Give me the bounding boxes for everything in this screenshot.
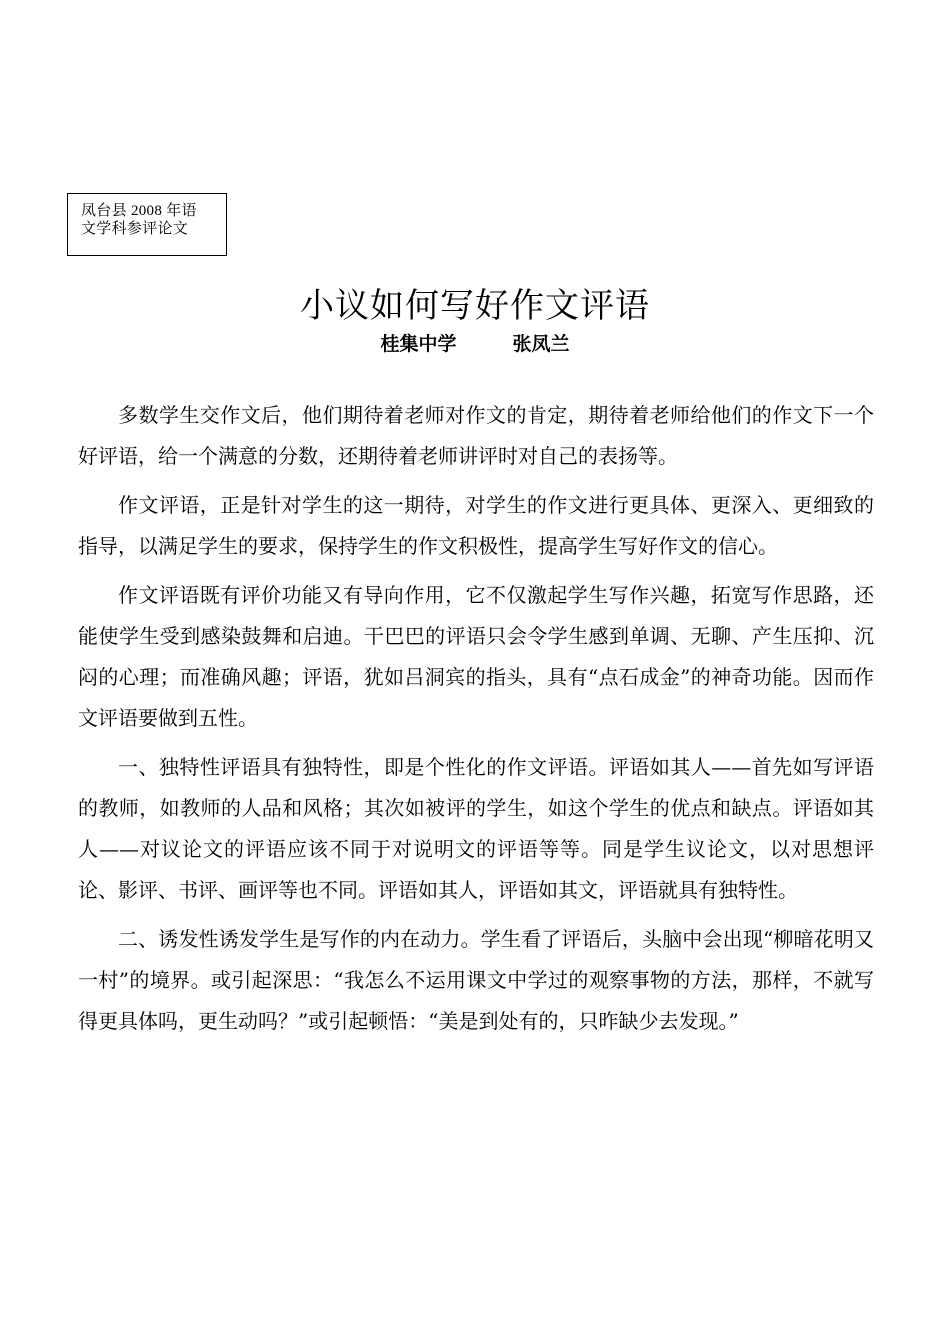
category-label-line-1: 凤台县 2008 年语 [81,203,197,219]
category-label-line-2: 文学科参评论文 [81,221,189,237]
category-label-box [67,193,227,256]
paragraph: 多数学生交作文后，他们期待着老师对作文的肯定，期待着老师给他们的作文下一个好评语，给一个满意的分数，还期待着老师讲评时对自己的表扬等。 [78,403,874,468]
author-name: 张凤兰 [512,333,570,355]
paragraph: 二、诱发性诱发学生是写作的内在动力。学生看了评语后，头脑中会出现“柳暗花明又一村”的境界。或引起深思：“我怎么不运用课文中学过的观察事物的方法，那样，不就写得更具体吗，更生动吗？”或引起顿悟：“美是到处有的，只昨缺少去发现。” [78,927,874,1033]
author-school: 桂集中学 [380,333,457,355]
article-body [78,395,874,1050]
paragraph: 作文评语既有评价功能又有导向作用，它不仅激起学生写作兴趣，拓宽写作思路，还能使学生受到感染鼓舞和启迪。干巴巴的评语只会令学生感到单调、无聊、产生压抑、沉闷的心理；而准确风趣；评语，犹如吕洞宾的指头，具有“点石成金”的神奇功能。因而作文评语要做到五性。 [78,583,874,730]
paragraph: 作文评语，正是针对学生的这一期待，对学生的作文进行更具体、更深入、更细致的指导，以满足学生的要求，保持学生的作文积极性，提高学生写好作文的信心。 [78,493,874,558]
byline [0,331,950,357]
paragraph: 一、独特性评语具有独特性，即是个性化的作文评语。评语如其人——首先如写评语的教师，如教师的人品和风格；其次如被评的学生，如这个学生的优点和缺点。评语如其人——对议论文的评语应该不同于对说明文的评语等等。同是学生议论文，以对思想评论、影评、书评、画评等也不同。评语如其人，评语如其文，评语就具有独特性。 [78,755,874,902]
document-title: 小议如何写好作文评语 [300,286,650,326]
